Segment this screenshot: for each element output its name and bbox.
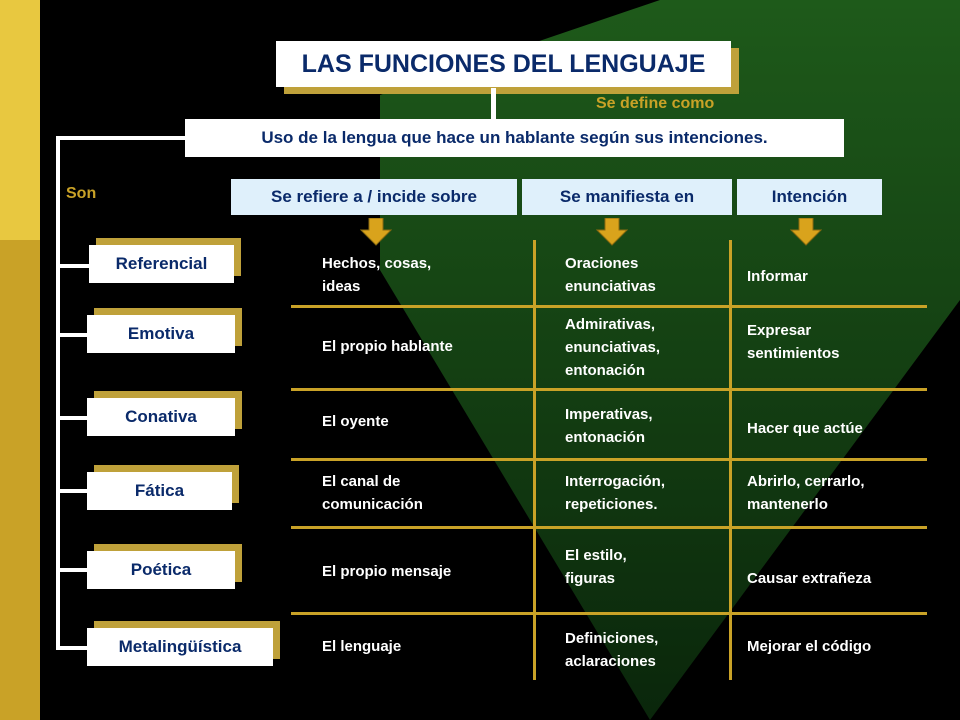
- function-referencial: Referencial: [89, 245, 234, 283]
- function-emotiva: Emotiva: [87, 315, 235, 353]
- defined-as-label: Se define como: [596, 95, 715, 112]
- cell-intention-referencial: Informar: [747, 268, 808, 285]
- header-intention: Intención: [737, 179, 882, 215]
- branch-fatica: [56, 489, 88, 493]
- cell-manifests-metalinguistica: Definiciones, aclaraciones: [565, 630, 659, 670]
- down-arrow-icon: [596, 218, 628, 246]
- left-gold-strip-top: [0, 0, 40, 240]
- cell-manifests-referencial: Oraciones enunciativas: [565, 255, 656, 295]
- cell-refers-emotiva: El propio hablante: [322, 338, 453, 355]
- cell-refers-fatica: El canal de comunicación: [322, 473, 423, 513]
- branch-poetica: [56, 568, 88, 572]
- connector-title-definition: [491, 88, 496, 119]
- function-metalinguistica: Metalingüística: [87, 628, 273, 666]
- cell-intention-poetica: Causar extrañeza: [747, 570, 872, 587]
- row-divider: [291, 612, 927, 615]
- are-label: Son: [66, 185, 97, 202]
- header-manifests: Se manifiesta en: [522, 179, 732, 215]
- header-refers: Se refiere a / incide sobre: [231, 179, 517, 215]
- branch-metalinguistica: [56, 646, 88, 650]
- row-divider: [291, 388, 927, 391]
- page-title: LAS FUNCIONES DEL LENGUAJE: [276, 41, 731, 87]
- function-fatica: Fática: [87, 472, 232, 510]
- tree-top-connector: [58, 136, 185, 140]
- cell-manifests-poetica: El estilo, figuras: [565, 547, 627, 587]
- row-divider: [291, 526, 927, 529]
- function-poetica: Poética: [87, 551, 235, 589]
- cell-intention-emotiva: Expresar sentimientos: [747, 322, 840, 362]
- row-divider: [291, 305, 927, 308]
- cell-manifests-fatica: Interrogación, repeticiones.: [565, 473, 666, 513]
- row-divider: [291, 458, 927, 461]
- cell-manifests-conativa: Imperativas, entonación: [565, 406, 653, 446]
- branch-emotiva: [56, 333, 88, 337]
- branch-conativa: [56, 416, 88, 420]
- definition-box: Uso de la lengua que hace un hablante según sus intenciones.: [185, 119, 844, 157]
- cell-refers-referencial: Hechos, cosas, ideas: [322, 255, 432, 295]
- cell-refers-poetica: El propio mensaje: [322, 563, 452, 580]
- function-conativa: Conativa: [87, 398, 235, 436]
- cell-refers-conativa: El oyente: [322, 413, 389, 430]
- cell-refers-metalinguistica: El lenguaje: [322, 638, 402, 655]
- branch-referencial: [56, 264, 92, 268]
- down-arrow-icon: [360, 218, 392, 246]
- down-arrow-icon: [790, 218, 822, 246]
- cell-manifests-emotiva: Admirativas, enunciativas, entonación: [565, 316, 661, 379]
- cell-intention-conativa: Hacer que actúe: [747, 420, 863, 437]
- cell-intention-metalinguistica: Mejorar el código: [747, 638, 872, 655]
- tree-vertical-line: [56, 136, 60, 650]
- cell-intention-fatica: Abrirlo, cerrarlo, mantenerlo: [747, 473, 865, 513]
